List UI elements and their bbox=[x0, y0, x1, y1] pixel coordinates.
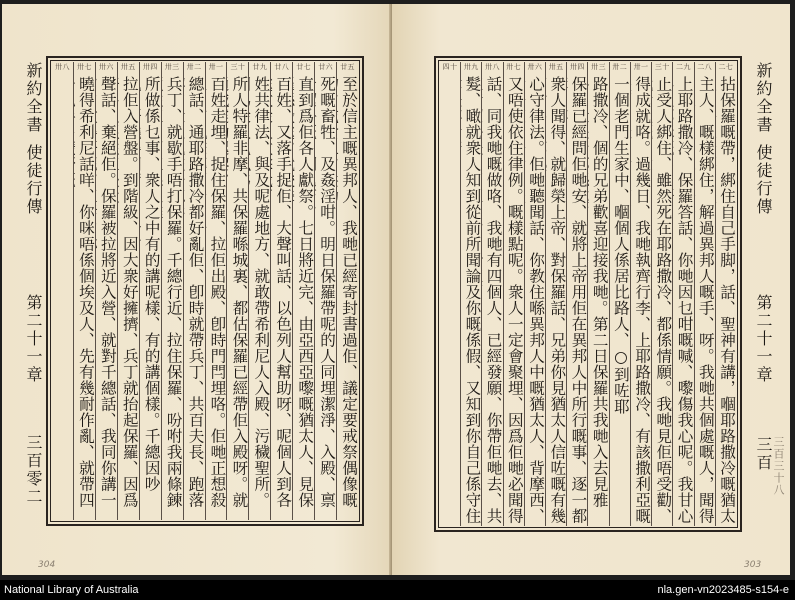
right-line-number: 三十 bbox=[654, 63, 670, 71]
right-column-text: 得成就咯。過幾日、我哋執齊行李、上耶路撒冷、有該撒利亞嘅 bbox=[633, 76, 652, 524]
right-page bbox=[392, 4, 790, 575]
left-line-number: 卅四 bbox=[142, 63, 158, 71]
left-text-column bbox=[52, 62, 73, 520]
left-line-number: 卅二 bbox=[186, 63, 202, 71]
left-text-column bbox=[226, 62, 248, 520]
right-column-text: 路撒冷、個的兄弟歡喜迎接我哋。第二日保羅共我哋入去見雅 bbox=[590, 76, 609, 508]
right-text-column bbox=[566, 62, 587, 526]
left-line-number: 三十 bbox=[230, 63, 246, 71]
left-column-text: 直到爲佢各人獻祭。七日將近完、由亞西亞嚟嘅猶太人、見保 bbox=[296, 76, 315, 508]
right-text-column bbox=[545, 62, 566, 526]
left-text-column bbox=[161, 62, 183, 520]
left-line-number: 廿六 bbox=[318, 63, 334, 71]
left-column-text: 百姓、又落手捉佢、大聲叫話、以色列人幫助呀、呢個人到各 bbox=[274, 76, 293, 508]
right-line-number: 四十 bbox=[442, 63, 458, 71]
left-page-number: 三百零二 bbox=[24, 434, 43, 506]
left-column-text: 曉得希利尼話咩、你咪唔係個埃及人、先有幾耐作亂、就帶四 bbox=[76, 76, 95, 508]
left-text-columns bbox=[52, 62, 358, 520]
right-text-column bbox=[460, 62, 481, 526]
left-column-text: 姓共律法、與及呢處地方、就敢帶希利尼人入殿、污穢聖所。 bbox=[252, 76, 271, 508]
right-column-text: 上耶路撒冷、保羅答話、你哋因乜咁嘅喊、嚟傷我心呢。我甘心 bbox=[675, 76, 694, 524]
right-section-title: 使徒行傳 bbox=[754, 144, 773, 216]
item-identifier: nla.gen-vn2023485-s154-e bbox=[657, 584, 789, 596]
right-text-column bbox=[651, 62, 672, 526]
right-line-number: 卅三 bbox=[591, 63, 606, 71]
right-book-title: 新約全書 bbox=[754, 62, 773, 134]
right-line-number: 卅一 bbox=[633, 63, 649, 71]
left-line-number: 卅一 bbox=[208, 63, 224, 71]
right-column-text: 保羅已經問佢哋安、就將上帝用佢在異邦人中所行嘅事、逐一都 bbox=[569, 76, 588, 524]
right-text-column bbox=[440, 62, 460, 526]
right-text-column bbox=[503, 62, 524, 526]
left-column-text: 百姓走埋、捉住保羅、拉佢出殿、卽時門閂埋咯。佢哋正想殺 bbox=[208, 76, 227, 508]
viewer-footer bbox=[0, 580, 795, 600]
left-line-number: 廿五 bbox=[340, 63, 355, 71]
right-column-text: 止受人綁住、雖然死在耶路撒冷、都係情願。我哋見佢唔受勸、 bbox=[654, 76, 673, 524]
right-column-text: 髮、噉就衆人知到從前所聞論及你嘅係假、又知到你自己係守住 bbox=[463, 76, 482, 524]
left-text-column bbox=[336, 62, 358, 520]
left-book-title: 新約全書 bbox=[24, 62, 43, 134]
right-text-columns bbox=[440, 62, 736, 526]
right-line-number: 卅五 bbox=[548, 63, 564, 71]
left-column-text: 死嘅畜牲、及姦淫咁。明日保羅帶呢的人同埋潔淨、入殿、禀 bbox=[318, 76, 337, 508]
right-chapter: 第二十一章 bbox=[754, 294, 773, 384]
left-column-text: 所人特羅非摩、共保羅喺城裏、都估保羅已經帶佢入殿呀。就 bbox=[230, 76, 249, 508]
left-section-title: 使徒行傳 bbox=[24, 144, 43, 216]
left-line-number: 廿九 bbox=[252, 63, 268, 71]
left-column-text: 聲話、棄絕佢。保羅被拉將近入營、就對千總話、我同你講一 bbox=[98, 76, 117, 508]
right-text-column bbox=[481, 62, 502, 526]
right-text-column bbox=[715, 62, 736, 526]
right-line-number: 卅二 bbox=[612, 63, 628, 71]
left-text-column bbox=[270, 62, 292, 520]
left-line-number: 廿七 bbox=[296, 63, 312, 71]
left-text-column bbox=[139, 62, 161, 520]
right-line-number: 卅六 bbox=[527, 63, 543, 71]
left-text-column bbox=[248, 62, 270, 520]
left-line-number: 卅八 bbox=[55, 63, 70, 71]
left-column-text: 至於信主嘅異邦人、我哋已經寄封書過佢、議定要戒祭偶像嘅 bbox=[340, 76, 358, 508]
left-text-column bbox=[183, 62, 205, 520]
right-column-text: 話、同我哋嘅做咯、我哋有四個人、已經發願、你帶佢哋去、共 bbox=[484, 76, 503, 524]
left-text-column bbox=[292, 62, 314, 520]
right-line-number: 卅九 bbox=[463, 63, 479, 71]
left-text-column bbox=[95, 62, 117, 520]
left-line-number: 卅七 bbox=[77, 63, 92, 71]
left-line-number: 廿八 bbox=[274, 63, 290, 71]
right-text-column bbox=[587, 62, 608, 526]
left-line-number: 卅五 bbox=[120, 63, 136, 71]
left-column-text: 所做係乜事、衆人之中有的講呢樣、有的講個樣。千總因吵 bbox=[142, 76, 161, 492]
right-text-column bbox=[524, 62, 545, 526]
right-column-text: 拈保羅嘅帶，綁住自己手脚，話、聖神有講，嗰耶路撒冷嘅猶太 bbox=[718, 76, 736, 524]
right-page-stamp: 三百三十八 bbox=[772, 436, 785, 496]
left-line-number: 卅三 bbox=[164, 63, 180, 71]
right-line-number: 卅八 bbox=[485, 63, 500, 71]
left-text-column bbox=[73, 62, 95, 520]
right-line-number: 二八 bbox=[697, 63, 713, 71]
right-column-text: 心守律法。佢哋聽聞話、你教住喺異邦人中嘅猶太人、背摩西、 bbox=[527, 76, 546, 524]
right-column-text: 又唔使依住律例。嘅樣點呢。衆人一定會聚埋、因爲佢哋必聞得 bbox=[505, 76, 524, 524]
left-folio: 304 bbox=[38, 560, 56, 570]
left-page bbox=[2, 4, 392, 575]
left-chapter: 第二十一章 bbox=[24, 294, 43, 384]
right-line-number: 卅七 bbox=[506, 63, 522, 71]
right-column-text: 一個老門生家中、嗰個人係居比路人、○到咗耶 bbox=[611, 76, 630, 415]
left-text-column bbox=[314, 62, 336, 520]
right-line-number: 卅四 bbox=[569, 63, 585, 71]
left-text-frame bbox=[46, 56, 364, 526]
right-text-column bbox=[672, 62, 693, 526]
left-column-text: 拉佢入營盤。到階級、因大衆好擁擠、兵丁就抬起保羅、因爲 bbox=[120, 76, 139, 508]
right-page-number: 三百 bbox=[754, 436, 773, 472]
left-text-column bbox=[117, 62, 139, 520]
right-column-text: 主人、嘅樣綁住，解過異邦人嘅手、呀。我哋共個處嘅人，聞得 bbox=[696, 76, 715, 524]
left-line-number: 卅六 bbox=[98, 63, 114, 71]
right-column-text: 衆人聞得、就歸榮上帝、對保羅話、兄弟你見猶太人信咗嘅有幾 bbox=[548, 76, 567, 524]
left-column-text: 總話、通耶路撒冷都好亂佢、卽時就帶兵丁、共百夫長、跑落 bbox=[186, 76, 205, 508]
right-line-number: 二七 bbox=[718, 63, 734, 71]
right-folio: 303 bbox=[744, 560, 762, 570]
right-text-frame bbox=[434, 56, 742, 532]
right-text-column bbox=[694, 62, 715, 526]
right-line-number: 二九 bbox=[676, 63, 691, 71]
library-name: National Library of Australia bbox=[4, 584, 139, 596]
right-text-column bbox=[609, 62, 630, 526]
left-text-column bbox=[205, 62, 227, 520]
right-text-column bbox=[630, 62, 651, 526]
left-column-text: 兵丁、就歇手唔打保羅。千總行近、拉住保羅、吩咐我兩條鍊 bbox=[164, 76, 183, 508]
